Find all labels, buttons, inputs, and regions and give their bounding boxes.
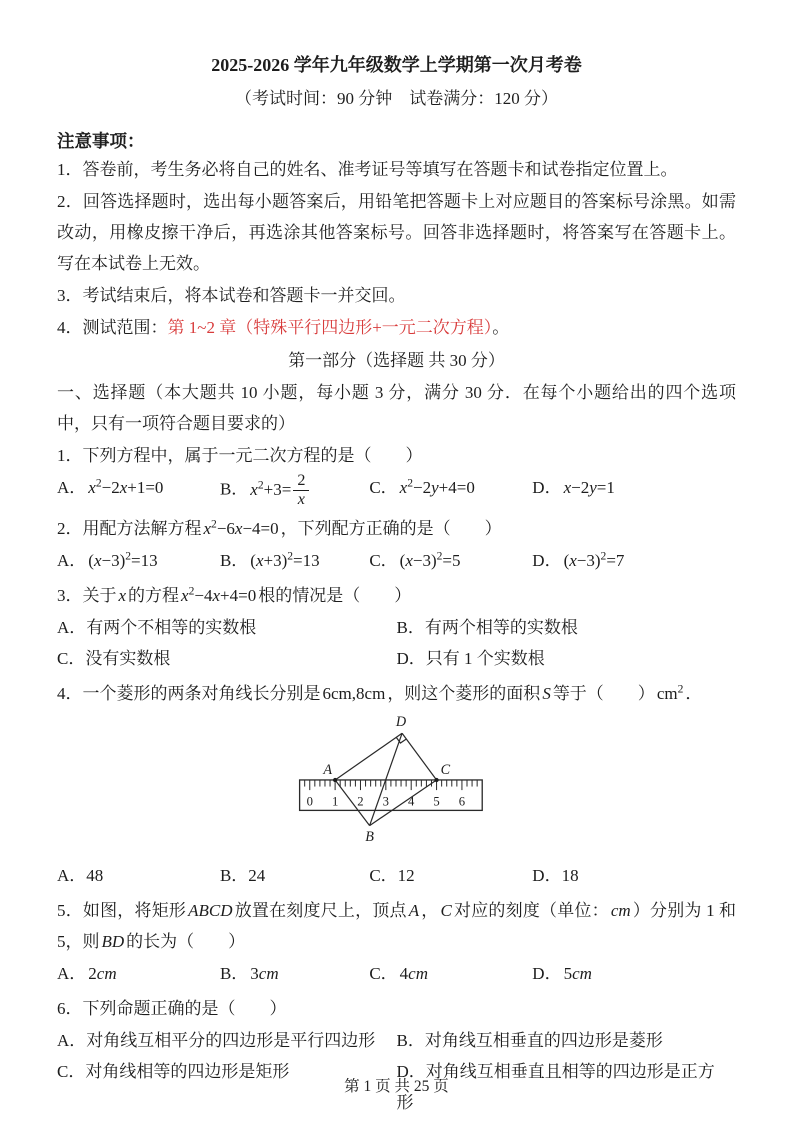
page-footer: 第 1 页 共 25 页 <box>344 1078 449 1095</box>
notice-item-3: 3．考试结束后，将本试卷和答题卡一并交回。 <box>57 286 406 305</box>
question-2 <box>57 513 736 576</box>
ruler-number: 2 <box>356 794 364 809</box>
question-6 <box>57 993 736 1118</box>
question-6-option-b: B．对角线互相垂直的四边形是菱形 <box>396 1031 663 1051</box>
ruler-number: 6 <box>458 794 465 809</box>
question-1 <box>57 440 736 509</box>
right-angle-mark <box>396 738 406 744</box>
notice-item-1: 1．答卷前，考生务必将自己的姓名、准考证号等填写在答题卡和试卷指定位置上。 <box>57 160 678 179</box>
ruler-number: 4 <box>407 794 414 809</box>
part1-heading: 第一部分（选择题 共 30 分） <box>288 351 505 370</box>
question-1-option-c: C． $x^2-2y+4=0$ <box>369 476 475 497</box>
question-5-option-a: A． 2cm <box>57 964 117 984</box>
page-title: 2025-2026 学年九年级数学上学期第一次月考卷 <box>211 55 582 75</box>
question-5 <box>57 895 736 989</box>
section1-intro: 一、选择题（本大题共 10 小题，每小题 3 分，满分 30 分．在每个小题给出的四个选项中，只有一项符合题目要求的） <box>57 383 736 433</box>
ruler-number: 5 <box>432 794 440 809</box>
question-5-options <box>57 958 736 989</box>
question-1-options <box>57 472 736 509</box>
question-3-option-a: A．有两个不相等的实数根 <box>57 618 257 638</box>
ruler-figure-svg <box>292 713 502 853</box>
question-4 <box>57 678 736 891</box>
vertex-label-b: B <box>364 829 374 846</box>
ruler-number: 1 <box>331 794 338 809</box>
ruler-number: 3 <box>382 794 389 809</box>
notice-heading: 注意事项： <box>57 131 145 151</box>
question-4-option-c: C．12 <box>369 866 415 886</box>
question-2-stem: 2．用配方法解方程 $x^2-6x-4=0$ ，下列配方正确的是（ ） <box>57 517 502 539</box>
notice-item-4-suffix: 。 <box>492 318 510 337</box>
question-1-stem: 1．下列方程中，属于一元二次方程的是（ ） <box>57 446 423 465</box>
question-4-option-d: D．18 <box>532 866 579 886</box>
question-5-stem: 5．如图，将矩形 ABCD 放置在刻度尺上，顶点 A ， C 对应的刻度（单位： cm ）分别为 1 和 5，则 BD 的长为（ ） <box>57 901 737 952</box>
question-3-option-c: C．没有实数根 <box>57 649 171 669</box>
notice-item-2: 2．回答选择题时，选出每小题答案后，用铅笔把答题卡上对应题目的答案标号涂黑。如需改动，用橡皮擦干净后，再选涂其他答案标号。回答非选择题时，将答案写在答题卡上。写在本试卷上无效。 <box>57 192 736 273</box>
vertex-label-d: D <box>395 714 406 731</box>
question-6-option-d: D．对角线互相垂直且相等的四边形是正方形 <box>396 1062 715 1113</box>
question-5-option-b: B． 3cm <box>219 964 279 984</box>
question-3 <box>57 580 736 674</box>
question-4-stem: 4．一个菱形的两条对角线长分别是 6cm,8cm ，则这个菱形的面积 S 等于（ ） $cm^2$ ． <box>57 682 703 704</box>
ruler-number: 0 <box>306 794 313 809</box>
question-6-option-a: A．对角线互相平分的四边形是平行四边形 <box>57 1031 376 1051</box>
question-2-option-d: D． $(x-3)^2=7$ <box>532 549 625 571</box>
vertex-label-c: C <box>440 762 450 779</box>
question-4-option-b: B．24 <box>219 866 266 886</box>
vertex-dot-a <box>332 778 336 782</box>
question-1-option-d: D． x−2y=1 <box>532 478 615 497</box>
ruler-figure <box>57 713 736 858</box>
question-3-option-b: B．有两个相等的实数根 <box>396 618 578 638</box>
question-2-option-a: A． $(x-3)^2=13$ <box>57 549 158 571</box>
question-3-options <box>57 612 736 674</box>
question-6-option-c: C．对角线相等的四边形是矩形 <box>57 1062 290 1082</box>
question-6-options <box>57 1025 736 1118</box>
notice-item-4-scope: 第 1~2 章（特殊平行四边形+一元二次方程） <box>167 318 493 337</box>
question-4-option-a: A．48 <box>57 866 104 886</box>
question-2-options <box>57 545 736 576</box>
question-5-option-d: D． 5cm <box>532 964 592 984</box>
question-3-stem: 3．关于 x 的方程 $x^2-4x+4=0$ 根的情况是（ ） <box>57 584 412 606</box>
question-4-options <box>57 860 736 891</box>
vertex-dot-c <box>434 778 438 782</box>
page-subtitle: （考试时间：90 分钟 试卷满分：120 分） <box>235 89 558 108</box>
notice-item-4-prefix: 4．测试范围： <box>57 318 168 337</box>
question-2-option-b: B． $(x+3)^2=13$ <box>219 549 320 571</box>
question-1-option-b: B． $x^2+3=$ $\frac{2}{x}$ <box>220 472 369 509</box>
notice-item-4 <box>57 312 736 343</box>
vertex-label-a: A <box>322 762 332 779</box>
question-3-option-d: D．只有 1 个实数根 <box>396 649 545 669</box>
question-6-stem: 6．下列命题正确的是（ ） <box>57 999 287 1019</box>
question-2-option-c: C． $(x-3)^2=5$ <box>369 549 461 571</box>
question-1-option-a: A． $x^2-2x+1=0$ <box>57 476 164 497</box>
question-5-option-c: C． 4cm <box>369 964 428 984</box>
